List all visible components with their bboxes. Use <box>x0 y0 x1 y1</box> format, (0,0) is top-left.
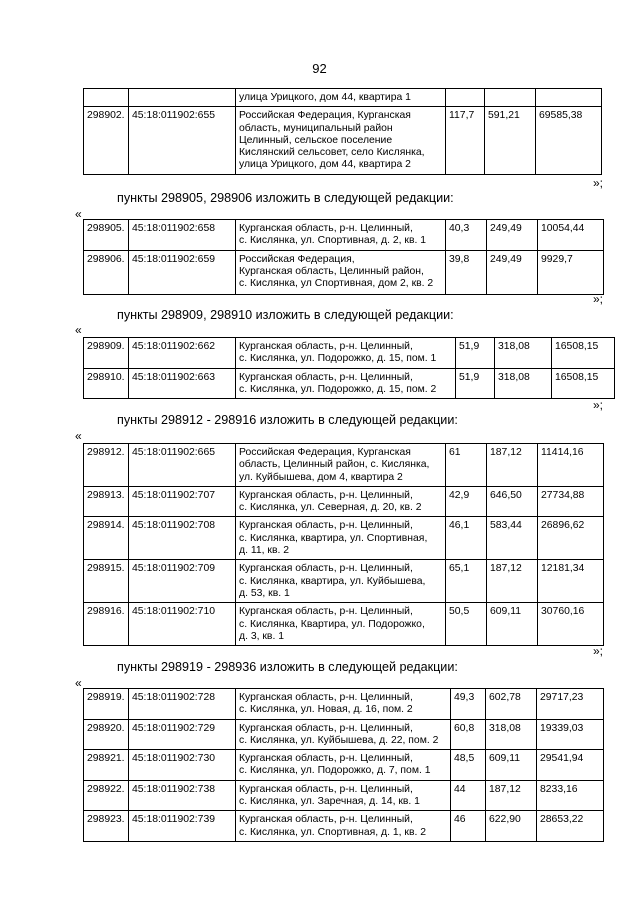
area-cell: 60,8 <box>451 719 486 750</box>
address-cell <box>236 444 446 487</box>
cadastral-number-cell: 45:18:011902:658 <box>129 220 236 251</box>
address-line: улица Урицкого, дом 44, квартира 2 <box>239 159 411 171</box>
address-line: Курганская область, р-н. Целинный, <box>239 563 413 575</box>
area-cell: 48,5 <box>451 750 486 781</box>
opening-quote: « <box>75 207 82 221</box>
value-cell: 11414,16 <box>538 444 604 487</box>
cadastral-number-cell: 45:18:011902:730 <box>129 750 236 781</box>
item-number-cell: 298919. <box>84 689 129 720</box>
rate-cell: 583,44 <box>487 517 538 560</box>
address-line: Курганская область, р-н. Целинный, <box>239 371 413 383</box>
table-row <box>84 811 604 842</box>
area-cell: 61 <box>446 444 487 487</box>
value-cell: 12181,34 <box>538 560 604 603</box>
value-cell: 10054,44 <box>538 220 604 251</box>
register-table <box>83 88 602 175</box>
area-cell: 44 <box>451 780 486 811</box>
item-number-cell: 298915. <box>84 560 129 603</box>
table-row <box>84 517 604 560</box>
rate-cell: 609,11 <box>487 603 538 646</box>
address-line: с. Кислянка, квартира, ул. Куйбышева, <box>239 575 426 587</box>
table-row <box>84 689 604 720</box>
address-line: Российская Федерация, Курганская <box>239 110 411 122</box>
address-line: с. Кислянка, Квартира, ул. Подорожко, <box>239 618 425 630</box>
rate-cell: 622,90 <box>486 811 537 842</box>
page-number: 92 <box>312 61 327 76</box>
value-cell: 16508,15 <box>552 368 615 399</box>
rate-cell: 187,12 <box>486 780 537 811</box>
address-line: Курганская область, р-н. Целинный, <box>239 223 413 234</box>
item-number-cell: 298909. <box>84 338 129 369</box>
table-row <box>84 338 615 369</box>
address-line: Курганская область, р-н. Целинный, <box>239 606 413 618</box>
address-cell <box>236 603 446 646</box>
address-line: с. Кислянка, ул. Заречная, д. 14, кв. 1 <box>239 796 420 808</box>
value-cell: 8233,16 <box>537 780 604 811</box>
address-line: с. Кислянка, ул. Северная, д. 20, кв. 2 <box>239 502 422 514</box>
closing-quote: »; <box>592 176 603 190</box>
cadastral-number-cell <box>129 89 236 107</box>
item-number-cell: 298902. <box>84 107 129 175</box>
address-line: область, Целинный район, с. Кислянка, <box>239 459 430 471</box>
address-cell <box>236 368 456 399</box>
cadastral-number-cell: 45:18:011902:738 <box>129 780 236 811</box>
address-line: Курганская область, р-н. Целинный, <box>239 753 413 765</box>
address-line: Российская Федерация, <box>239 253 355 265</box>
area-cell: 51,9 <box>456 338 495 369</box>
cadastral-number-cell: 45:18:011902:665 <box>129 444 236 487</box>
address-line: с. Кислянка, ул. Подорожко, д. 7, пом. 1 <box>239 765 431 777</box>
table-row <box>84 486 604 517</box>
address-cell <box>236 560 446 603</box>
rate-cell: 318,08 <box>495 338 552 369</box>
rate-cell: 249,49 <box>487 220 538 251</box>
cadastral-number-cell: 45:18:011902:655 <box>129 107 236 175</box>
address-line: Курганская область, р-н. Целинный, <box>239 692 413 703</box>
item-number-cell: 298923. <box>84 811 129 842</box>
table-row <box>84 250 604 294</box>
item-number-cell: 298912. <box>84 444 129 487</box>
cadastral-number-cell: 45:18:011902:709 <box>129 560 236 603</box>
area-cell: 46 <box>451 811 486 842</box>
address-cell <box>236 250 446 294</box>
address-cell <box>236 689 451 720</box>
address-cell <box>236 780 451 811</box>
register-table <box>83 688 604 842</box>
address-line: Курганская область, р-н. Целинный, <box>239 341 413 352</box>
closing-quote: »; <box>592 644 603 658</box>
address-line: с. Кислянка, ул. Куйбышева, д. 22, пом. 2 <box>239 734 439 746</box>
register-table <box>83 337 615 399</box>
table-row <box>84 368 615 399</box>
area-cell <box>446 89 485 107</box>
address-line: с. Кислянка, ул. Подорожко, д. 15, пом. 1 <box>239 353 437 365</box>
section-instruction: пункты 298919 - 298936 изложить в следующей редакции: <box>117 660 458 674</box>
address-line: с. Кислянка, ул. Новая, д. 16, пом. 2 <box>239 704 413 716</box>
address-line: д. 53, кв. 1 <box>239 587 290 599</box>
table-row <box>84 560 604 603</box>
section-instruction: пункты 298905, 298906 изложить в следующей редакции: <box>117 191 454 205</box>
rate-cell: 318,08 <box>486 719 537 750</box>
table-row <box>84 107 602 175</box>
value-cell <box>536 89 602 107</box>
closing-quote: »; <box>592 398 603 412</box>
address-line: область, муниципальный район <box>239 122 393 134</box>
item-number-cell: 298906. <box>84 250 129 294</box>
value-cell: 26896,62 <box>538 517 604 560</box>
address-line: Курганская область, р-н. Целинный, <box>239 722 413 734</box>
address-line: Целинный, сельское поселение <box>239 134 393 146</box>
address-cell <box>236 486 446 517</box>
area-cell: 40,3 <box>446 220 487 251</box>
rate-cell: 187,12 <box>487 560 538 603</box>
address-cell <box>236 811 451 842</box>
address-line: Курганская область, р-н. Целинный, <box>239 814 413 826</box>
value-cell: 69585,38 <box>536 107 602 175</box>
area-cell: 50,5 <box>446 603 487 646</box>
value-cell: 29717,23 <box>537 689 604 720</box>
opening-quote: « <box>75 429 82 443</box>
register-table <box>83 443 604 646</box>
area-cell: 51,9 <box>456 368 495 399</box>
table-row <box>84 750 604 781</box>
area-cell: 46,1 <box>446 517 487 560</box>
item-number-cell: 298921. <box>84 750 129 781</box>
table-row <box>84 603 604 646</box>
table-row <box>84 719 604 750</box>
address-line: улица Урицкого, дом 44, квартира 1 <box>239 92 411 103</box>
opening-quote: « <box>75 676 82 690</box>
value-cell: 16508,15 <box>552 338 615 369</box>
address-line: Курганская область, р-н. Целинный, <box>239 489 413 501</box>
cadastral-number-cell: 45:18:011902:710 <box>129 603 236 646</box>
area-cell: 39,8 <box>446 250 487 294</box>
table-row <box>84 444 604 487</box>
address-line: с. Кислянка, ул. Подорожко, д. 15, пом. 2 <box>239 383 437 395</box>
rate-cell: 318,08 <box>495 368 552 399</box>
value-cell: 30760,16 <box>538 603 604 646</box>
item-number-cell: 298905. <box>84 220 129 251</box>
cadastral-number-cell: 45:18:011902:663 <box>129 368 236 399</box>
address-line: Курганская область, Целинный район, <box>239 265 424 277</box>
rate-cell: 591,21 <box>485 107 536 175</box>
area-cell: 42,9 <box>446 486 487 517</box>
rate-cell: 602,78 <box>486 689 537 720</box>
register-table <box>83 219 604 295</box>
item-number-cell: 298910. <box>84 368 129 399</box>
address-cell <box>236 89 446 107</box>
cadastral-number-cell: 45:18:011902:707 <box>129 486 236 517</box>
item-number-cell: 298916. <box>84 603 129 646</box>
cadastral-number-cell: 45:18:011902:662 <box>129 338 236 369</box>
item-number-cell: 298913. <box>84 486 129 517</box>
value-cell: 29541,94 <box>537 750 604 781</box>
cadastral-number-cell: 45:18:011902:728 <box>129 689 236 720</box>
opening-quote: « <box>75 323 82 337</box>
table-row <box>84 220 604 251</box>
rate-cell: 187,12 <box>487 444 538 487</box>
value-cell: 27734,88 <box>538 486 604 517</box>
area-cell: 49,3 <box>451 689 486 720</box>
closing-quote: »; <box>592 292 603 306</box>
item-number-cell: 298920. <box>84 719 129 750</box>
cadastral-number-cell: 45:18:011902:739 <box>129 811 236 842</box>
address-line: Кислянский сельсовет, село Кислянка, <box>239 147 425 159</box>
address-line: Российская Федерация, Курганская <box>239 447 411 458</box>
item-number-cell <box>84 89 129 107</box>
address-line: с. Кислянка, ул Спортивная, дом 2, кв. 2 <box>239 278 434 290</box>
address-cell <box>236 107 446 175</box>
address-line: с. Кислянка, ул. Спортивная, д. 1, кв. 2 <box>239 826 427 838</box>
rate-cell: 609,11 <box>486 750 537 781</box>
value-cell: 9929,7 <box>538 250 604 294</box>
rate-cell: 249,49 <box>487 250 538 294</box>
cadastral-number-cell: 45:18:011902:708 <box>129 517 236 560</box>
section-instruction: пункты 298912 - 298916 изложить в следующей редакции: <box>117 413 458 427</box>
table-row <box>84 780 604 811</box>
address-cell <box>236 338 456 369</box>
item-number-cell: 298922. <box>84 780 129 811</box>
rate-cell <box>485 89 536 107</box>
address-cell <box>236 750 451 781</box>
value-cell: 28653,22 <box>537 811 604 842</box>
address-line: Курганская область, р-н. Целинный, <box>239 783 413 795</box>
address-cell <box>236 220 446 251</box>
address-cell <box>236 719 451 750</box>
address-line: д. 3, кв. 1 <box>239 630 285 642</box>
section-instruction: пункты 298909, 298910 изложить в следующей редакции: <box>117 308 454 322</box>
item-number-cell: 298914. <box>84 517 129 560</box>
cadastral-number-cell: 45:18:011902:659 <box>129 250 236 294</box>
rate-cell: 646,50 <box>487 486 538 517</box>
address-cell <box>236 517 446 560</box>
address-line: с. Кислянка, квартира, ул. Спортивная, <box>239 532 428 544</box>
address-line: с. Кислянка, ул. Спортивная, д. 2, кв. 1 <box>239 235 427 247</box>
value-cell: 19339,03 <box>537 719 604 750</box>
area-cell: 65,1 <box>446 560 487 603</box>
address-line: д. 11, кв. 2 <box>239 545 290 557</box>
cadastral-number-cell: 45:18:011902:729 <box>129 719 236 750</box>
area-cell: 117,7 <box>446 107 485 175</box>
address-line: Курганская область, р-н. Целинный, <box>239 520 413 532</box>
address-line: ул. Куйбышева, дом 4, квартира 2 <box>239 471 403 483</box>
table-row <box>84 89 602 107</box>
